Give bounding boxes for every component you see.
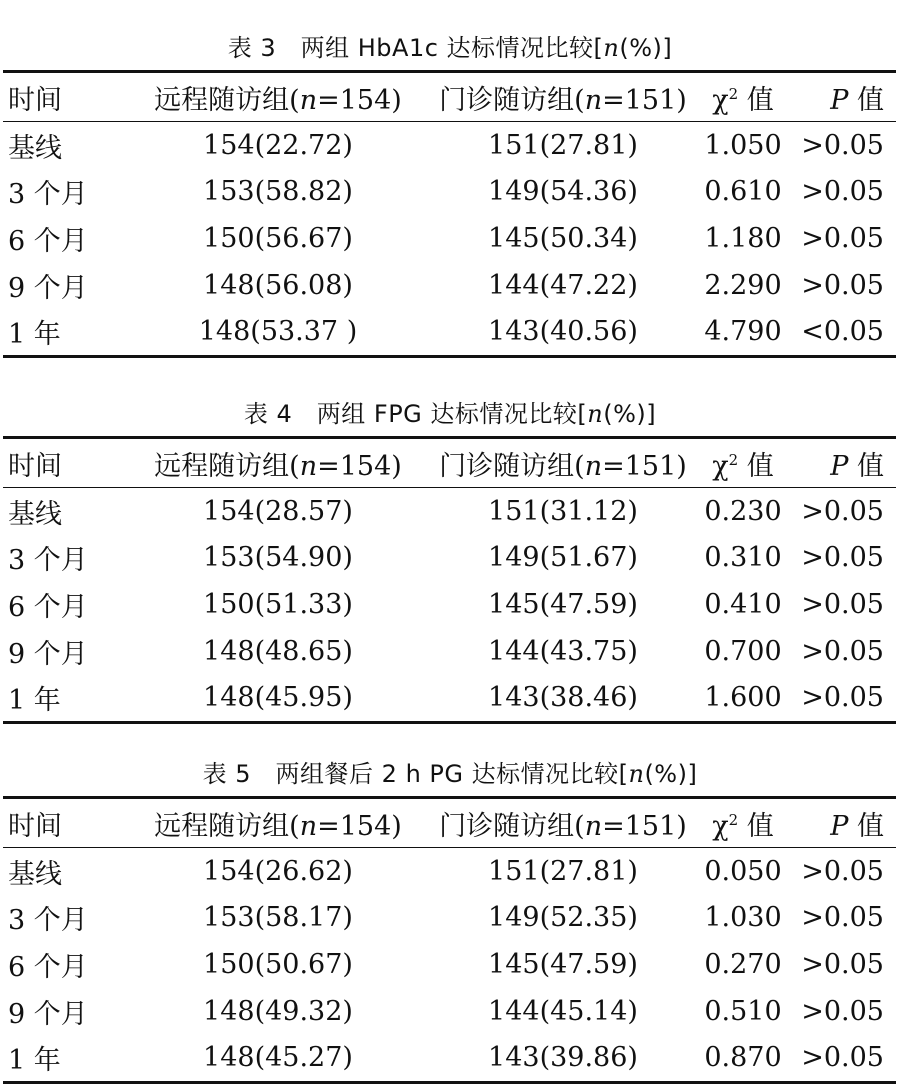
cell-p: >0.05 xyxy=(801,1042,884,1074)
cell-time: 1 年 xyxy=(8,685,61,717)
table-row xyxy=(3,535,896,582)
header-clinic-group: 门诊随访组(n=151) xyxy=(439,84,687,116)
cell-chi2: 0.410 xyxy=(704,588,782,620)
cell-clinic: 149(54.36) xyxy=(488,176,638,208)
table-row xyxy=(3,848,896,895)
table-row xyxy=(3,488,896,535)
header-row xyxy=(3,438,896,488)
cell-clinic: 145(47.59) xyxy=(488,948,638,980)
cell-chi2: 2.290 xyxy=(704,269,782,301)
cell-time: 3 个月 xyxy=(8,179,88,211)
cell-remote: 148(45.95) xyxy=(203,682,353,714)
cell-remote: 150(51.33) xyxy=(203,588,353,620)
header-clinic-group: 门诊随访组(n=151) xyxy=(439,810,687,842)
cell-remote: 153(58.17) xyxy=(203,902,353,934)
cell-time: 基线 xyxy=(8,132,62,164)
cell-clinic: 151(27.81) xyxy=(488,855,638,887)
cell-remote: 150(56.67) xyxy=(203,222,353,254)
cell-time: 9 个月 xyxy=(8,272,88,304)
table-row xyxy=(3,628,896,675)
cell-chi2: 1.600 xyxy=(704,682,782,714)
cell-chi2: 1.030 xyxy=(704,902,782,934)
table-row xyxy=(3,1034,896,1082)
cell-remote: 148(48.65) xyxy=(203,635,353,667)
cell-p: >0.05 xyxy=(801,635,884,667)
cell-remote: 153(54.90) xyxy=(203,542,353,574)
table-caption: 表 5 两组餐后 2 h PG 达标情况比较[n(%)] xyxy=(202,760,698,788)
cell-remote: 154(26.62) xyxy=(203,855,353,887)
header-row xyxy=(3,798,896,848)
cell-p: >0.05 xyxy=(801,269,884,301)
cell-time: 3 个月 xyxy=(8,905,88,937)
table-row xyxy=(3,122,896,169)
cell-clinic: 151(31.12) xyxy=(488,495,638,527)
cell-clinic: 149(51.67) xyxy=(488,542,638,574)
cell-clinic: 144(47.22) xyxy=(488,269,638,301)
table-block-fpg xyxy=(0,392,900,724)
table-row xyxy=(3,581,896,628)
table-row xyxy=(3,674,896,722)
cell-chi2: 0.870 xyxy=(704,1042,782,1074)
cell-time: 基线 xyxy=(8,498,62,530)
header-time: 时间 xyxy=(8,810,62,842)
table-row xyxy=(3,308,896,356)
cell-time: 基线 xyxy=(8,858,62,890)
table-block-postprandial-pg xyxy=(0,752,900,1084)
cell-p: >0.05 xyxy=(801,902,884,934)
table-caption: 表 3 两组 HbA1c 达标情况比较[n(%)] xyxy=(227,34,673,62)
header-clinic-group: 门诊随访组(n=151) xyxy=(439,450,687,482)
cell-clinic: 143(38.46) xyxy=(488,682,638,714)
cell-clinic: 145(50.34) xyxy=(488,222,638,254)
cell-time: 6 个月 xyxy=(8,591,88,623)
cell-remote: 148(56.08) xyxy=(203,269,353,301)
cell-remote: 150(50.67) xyxy=(203,948,353,980)
cell-p: <0.05 xyxy=(801,316,884,348)
header-p-value: P 值 xyxy=(830,810,884,842)
data-table xyxy=(3,436,896,724)
cell-clinic: 149(52.35) xyxy=(488,902,638,934)
cell-chi2: 0.510 xyxy=(704,995,782,1027)
header-time: 时间 xyxy=(8,450,62,482)
cell-time: 6 个月 xyxy=(8,225,88,257)
cell-p: >0.05 xyxy=(801,176,884,208)
header-remote-group: 远程随访组(n=154) xyxy=(154,450,402,482)
cell-p: >0.05 xyxy=(801,222,884,254)
table-caption: 表 4 两组 FPG 达标情况比较[n(%)] xyxy=(243,400,657,428)
cell-clinic: 144(43.75) xyxy=(488,635,638,667)
table-row xyxy=(3,988,896,1035)
cell-p: >0.05 xyxy=(801,948,884,980)
cell-p: >0.05 xyxy=(801,855,884,887)
cell-remote: 154(28.57) xyxy=(203,495,353,527)
cell-p: >0.05 xyxy=(801,588,884,620)
cell-chi2: 0.700 xyxy=(704,635,782,667)
cell-chi2: 1.180 xyxy=(704,222,782,254)
cell-time: 9 个月 xyxy=(8,638,88,670)
cell-remote: 148(45.27) xyxy=(203,1042,353,1074)
cell-p: >0.05 xyxy=(801,682,884,714)
header-chi-square: $\chi^2$ 值 xyxy=(712,810,774,842)
cell-clinic: 143(40.56) xyxy=(488,316,638,348)
cell-clinic: 144(45.14) xyxy=(488,995,638,1027)
cell-p: >0.05 xyxy=(801,995,884,1027)
table-row xyxy=(3,895,896,942)
header-row xyxy=(3,72,896,122)
table-row xyxy=(3,215,896,262)
cell-chi2: 0.050 xyxy=(704,855,782,887)
cell-time: 1 年 xyxy=(8,1045,61,1077)
cell-time: 3 个月 xyxy=(8,545,88,577)
cell-remote: 154(22.72) xyxy=(203,129,353,161)
data-table xyxy=(3,70,896,358)
cell-p: >0.05 xyxy=(801,542,884,574)
cell-chi2: 1.050 xyxy=(704,129,782,161)
table-row xyxy=(3,941,896,988)
cell-remote: 148(53.37 ) xyxy=(198,316,358,348)
table-block-hba1c xyxy=(0,26,900,358)
cell-clinic: 151(27.81) xyxy=(488,129,638,161)
header-time: 时间 xyxy=(8,84,62,116)
cell-time: 1 年 xyxy=(8,319,61,351)
header-remote-group: 远程随访组(n=154) xyxy=(154,84,402,116)
cell-chi2: 0.610 xyxy=(704,176,782,208)
table-row xyxy=(3,262,896,309)
header-p-value: P 值 xyxy=(830,450,884,482)
cell-clinic: 143(39.86) xyxy=(488,1042,638,1074)
cell-p: >0.05 xyxy=(801,495,884,527)
header-chi-square: $\chi^2$ 值 xyxy=(712,84,774,116)
cell-chi2: 0.230 xyxy=(704,495,782,527)
cell-p: >0.05 xyxy=(801,129,884,161)
cell-clinic: 145(47.59) xyxy=(488,588,638,620)
cell-chi2: 0.310 xyxy=(704,542,782,574)
header-p-value: P 值 xyxy=(830,84,884,116)
table-row xyxy=(3,169,896,216)
cell-time: 6 个月 xyxy=(8,951,88,983)
header-remote-group: 远程随访组(n=154) xyxy=(154,810,402,842)
cell-remote: 148(49.32) xyxy=(203,995,353,1027)
cell-chi2: 0.270 xyxy=(704,948,782,980)
header-chi-square: $\chi^2$ 值 xyxy=(712,450,774,482)
cell-remote: 153(58.82) xyxy=(203,176,353,208)
cell-chi2: 4.790 xyxy=(704,316,782,348)
cell-time: 9 个月 xyxy=(8,998,88,1030)
data-table xyxy=(3,796,896,1084)
